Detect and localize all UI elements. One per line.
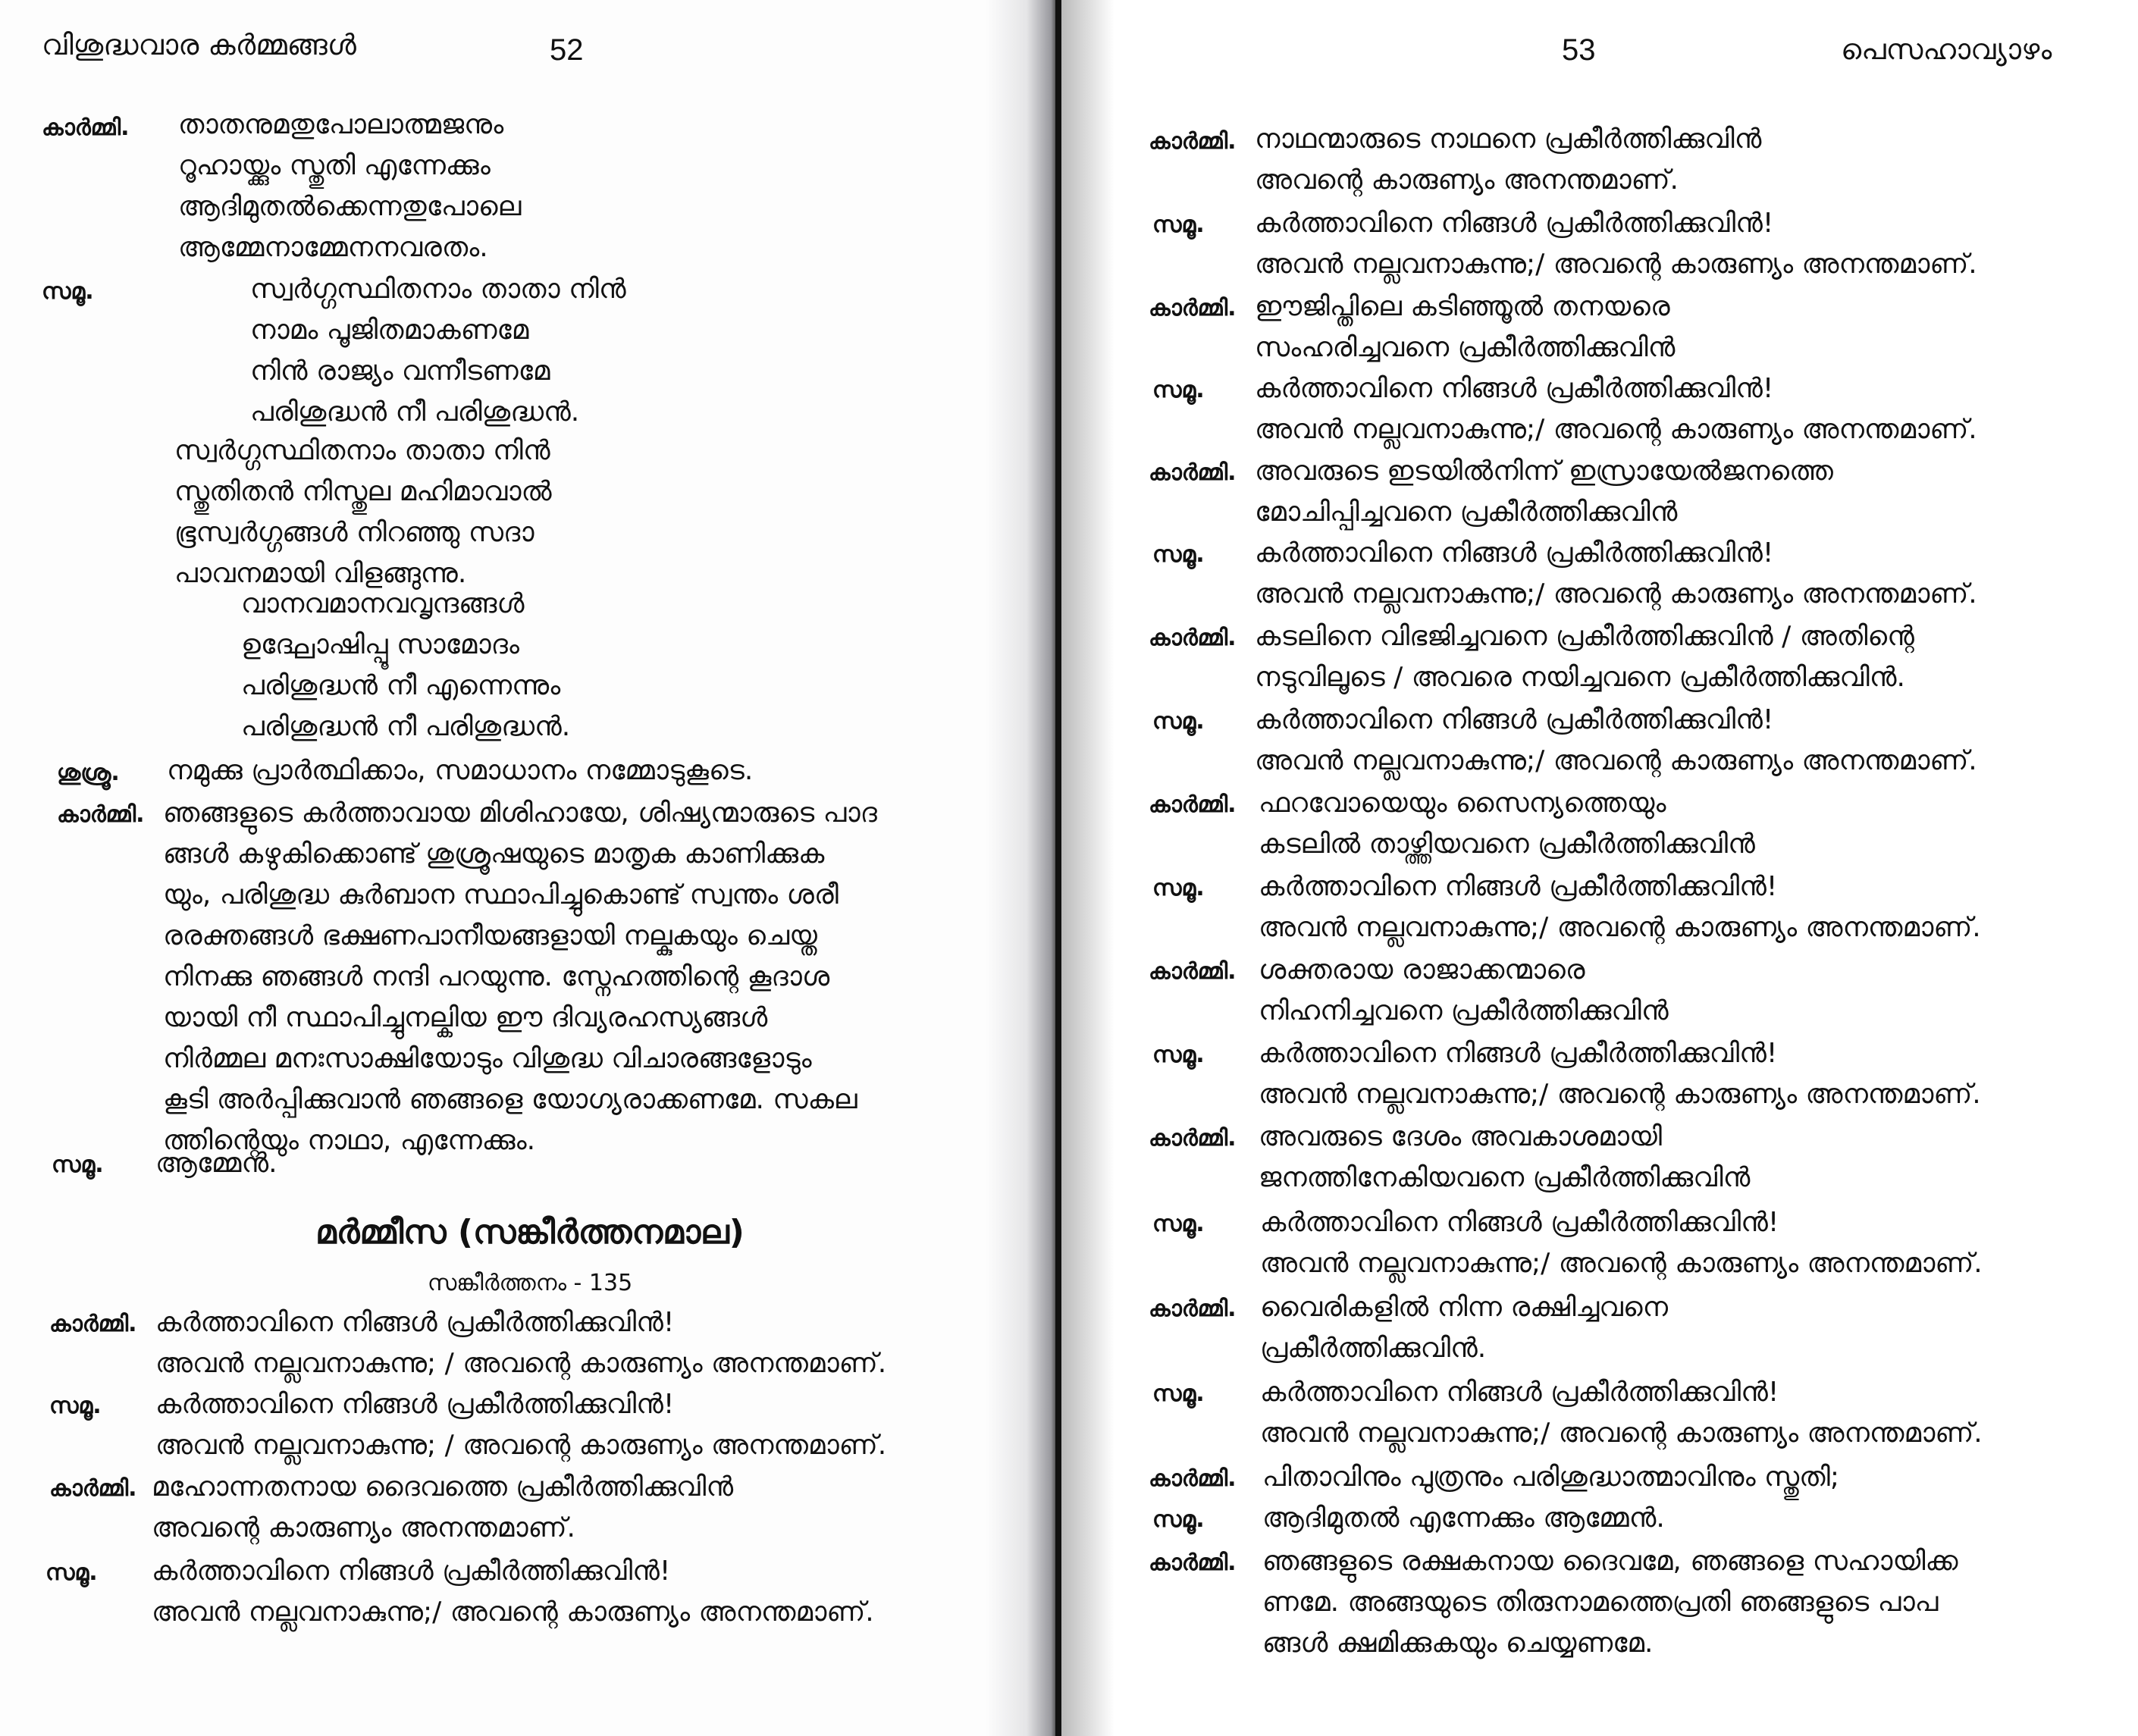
verse-block <box>1259 866 1981 948</box>
verse-line: അവൻ നല്ലവനാകുന്നു; / അവന്റെ കാരുണ്യം അനന്തമാണ്. <box>155 1430 887 1461</box>
verse-line: കടലിനെ വിഭജിച്ചവനെ പ്രകീർത്തിക്കുവിൻ / അതിന്റെ <box>1255 621 1914 652</box>
speaker-label: സമൂ. <box>1152 1380 1205 1407</box>
verse-line: കർത്താവിനെ നിങ്ങൾ പ്രകീർത്തിക്കുവിൻ! <box>152 1556 671 1587</box>
verse-line: പ്രകീർത്തിക്കുവിൻ. <box>1260 1333 1487 1364</box>
verse-line: ഉദ്ഘോഷിപ്പൂ സാമോദം <box>241 629 519 660</box>
verse-line: നിൻ രാജ്യം വന്നീടണമേ <box>250 356 550 387</box>
verse-line: പരിശുദ്ധൻ നീ എന്നെന്നും <box>241 670 561 701</box>
speaker-label: സമൂ. <box>49 1393 102 1419</box>
verse-line: വൈരികളിൽ നിന്ന രക്ഷിച്ചവനെ <box>1260 1292 1669 1323</box>
verse-line: നാമം പൂജിതമാകണമേ <box>250 315 529 346</box>
verse-block <box>250 269 626 433</box>
verse-block <box>1260 1202 1983 1284</box>
prayer-paragraph <box>163 793 877 1161</box>
verse-line: ഞങ്ങളുടെ കർത്താവായ മിശിഹായേ, ശിഷ്യന്മാരുടെ പാദ <box>163 797 877 829</box>
verse-line: മഹോന്നതനായ ദൈവത്തെ പ്രകീർത്തിക്കുവിൻ <box>152 1471 734 1503</box>
verse-line: നിർമ്മല മനഃസാക്ഷിയോടും വിശുദ്ധ വിചാരങ്ങളോടും <box>163 1043 812 1074</box>
speaker-label: സമൂ. <box>45 1559 98 1586</box>
verse-block <box>167 750 753 791</box>
speaker-label: സമൂ. <box>52 1152 104 1178</box>
right-running-head: പെസഹാവ്യാഴം <box>1841 33 2052 66</box>
speaker-label: സമൂ. <box>1152 1506 1205 1533</box>
verse-block <box>1260 1287 1668 1369</box>
verse-line: പരിശുദ്ധൻ നീ പരിശുദ്ധൻ. <box>250 396 580 428</box>
verse-block <box>1262 1498 1665 1539</box>
verse-line: ഞങ്ങളുടെ രക്ഷകനായ ദൈവമേ, ഞങ്ങളെ സഹായിക്ക <box>1262 1546 1958 1577</box>
speaker-label: കാർമ്മി. <box>49 1475 137 1502</box>
verse-block <box>152 1467 733 1549</box>
verse-block <box>1255 119 1761 201</box>
verse-line: കർത്താവിനെ നിങ്ങൾ പ്രകീർത്തിക്കുവിൻ! <box>1259 871 1778 902</box>
verse-line: ആദിമുതൽക്കെന്നതുപോലെ <box>178 191 522 222</box>
verse-block <box>152 1551 874 1633</box>
verse-line: കർത്താവിനെ നിങ്ങൾ പ്രകീർത്തിക്കുവിൻ! <box>1260 1207 1779 1238</box>
verse-line: ത്തിന്റെയും നാഥാ, എന്നേക്കും. <box>163 1125 536 1156</box>
verse-line: അവൻ നല്ലവനാകുന്നു;/ അവന്റെ കാരുണ്യം അനന്തമാണ്. <box>1260 1418 1983 1449</box>
verse-line: അവൻ നല്ലവനാകുന്നു;/ അവന്റെ കാരുണ്യം അനന്തമാണ്. <box>1255 249 1977 280</box>
left-page-number: 52 <box>550 33 584 67</box>
verse-line: യായി നീ സ്ഥാപിച്ചുനല്കിയ ഈ ദിവ്യരഹസ്യങ്ങൾ <box>163 1002 768 1033</box>
verse-block <box>178 105 521 268</box>
verse-block <box>1259 783 1755 865</box>
verse-block <box>1255 616 1914 698</box>
speaker-label: കാർമ്മി. <box>49 1311 137 1337</box>
verse-line: നിനക്കു ഞങ്ങൾ നന്ദി പറയുന്നു. സ്നേഹത്തിന്റെ കൂദാശ <box>163 961 830 992</box>
verse-line: അവൻ നല്ലവനാകുന്നു;/ അവന്റെ കാരുണ്യം അനന്തമാണ്. <box>1260 1248 1983 1279</box>
verse-block <box>1259 950 1669 1032</box>
verse-line: രരക്തങ്ങൾ ഭക്ഷണപാനീയങ്ങളായി നല്കുകയും ചെയ്ത <box>163 920 817 951</box>
speaker-label: കാർമ്മി. <box>1149 459 1237 486</box>
verse-line: സ്വർഗ്ഗസ്ഥിതനാം താതാ നിൻ <box>250 274 626 305</box>
section-subheading: സങ്കീർത്തനം - 135 <box>427 1270 633 1296</box>
speaker-label: കാർമ്മി. <box>57 801 145 828</box>
speaker-label: സമൂ. <box>1152 708 1205 735</box>
speaker-label: സമൂ. <box>1152 1042 1205 1068</box>
verse-line: അവൻ നല്ലവനാകുന്നു;/ അവന്റെ കാരുണ്യം അനന്തമാണ്. <box>1259 912 1981 943</box>
speaker-label: കാർമ്മി. <box>1149 791 1237 818</box>
verse-block <box>1255 287 1675 368</box>
verse-block <box>1255 700 1977 782</box>
verse-line: കടലിൽ താഴ്ത്തിയവനെ പ്രകീർത്തിക്കുവിൻ <box>1259 829 1755 860</box>
verse-block <box>1260 1372 1983 1454</box>
verse-block <box>1255 203 1977 285</box>
verse-block <box>1255 368 1977 450</box>
verse-block <box>1255 533 1977 615</box>
verse-block <box>1255 451 1833 533</box>
speaker-label: കാർമ്മി. <box>1149 1465 1237 1492</box>
verse-line: കൂടി അർപ്പിക്കുവാൻ ഞങ്ങളെ യോഗ്യരാക്കണമേ. സകല <box>163 1084 857 1115</box>
speaker-label: സമൂ. <box>1152 875 1205 901</box>
speaker-label: സമൂ. <box>1152 377 1205 403</box>
speaker-label: സമൂ. <box>1152 1211 1205 1237</box>
verse-line: അവൻ നല്ലവനാകുന്നു;/ അവന്റെ കാരുണ്യം അനന്തമാണ്. <box>1255 745 1977 776</box>
speaker-label: കാർമ്മി. <box>1149 625 1237 651</box>
speaker-label: കാർമ്മി. <box>1149 295 1237 321</box>
speaker-label: കാർമ്മി. <box>1149 958 1237 985</box>
verse-line: ങ്ങൾ കഴുകിക്കൊണ്ട് ശുശ്രൂഷയുടെ മാതൃക കാണിക്കുക <box>163 838 825 870</box>
verse-line: സ്വർഗ്ഗസ്ഥിതനാം താതാ നിൻ <box>174 435 550 466</box>
prayer-paragraph <box>1262 1541 1958 1664</box>
verse-line: സ്തുതിതൻ നിസ്തുല മഹിമാവാൽ <box>174 476 552 507</box>
verse-line: വാനവമാനവവൃന്ദങ്ങൾ <box>241 588 525 619</box>
verse-line: സംഹരിച്ചവനെ പ്രകീർത്തിക്കുവിൻ <box>1255 332 1676 363</box>
verse-line: പിതാവിനും പുത്രനും പരിശുദ്ധാത്മാവിനും സ്തുതി; <box>1262 1462 1840 1493</box>
speaker-label: സമൂ. <box>42 278 94 305</box>
verse-line: ഭൂസ്വർഗ്ഗങ്ങൾ നിറഞ്ഞു സദാ <box>174 517 534 548</box>
verse-line: കർത്താവിനെ നിങ്ങൾ പ്രകീർത്തിക്കുവിൻ! <box>1255 704 1774 735</box>
speaker-label: ശുശ്രൂ. <box>57 760 120 786</box>
right-page-number: 53 <box>1562 33 1596 67</box>
verse-line: കർത്താവിനെ നിങ്ങൾ പ്രകീർത്തിക്കുവിൻ! <box>155 1307 675 1338</box>
verse-line: അവരുടെ ദേശം അവകാശമായി <box>1259 1121 1663 1152</box>
speaker-label: കാർമ്മി. <box>1149 1296 1237 1322</box>
verse-line: ഈജിപ്തിലെ കടിഞ്ഞൂൽ തനയരെ <box>1255 291 1670 322</box>
verse-line: നമുക്കു പ്രാർത്ഥിക്കാം, സമാധാനം നമ്മോടുകൂടെ. <box>167 755 754 786</box>
verse-line: മോചിപ്പിച്ചവനെ പ്രകീർത്തിക്കുവിൻ <box>1255 497 1678 528</box>
verse-line: ങ്ങൾ ക്ഷമിക്കുകയും ചെയ്യണമേ. <box>1262 1628 1654 1659</box>
verse-block <box>174 431 552 594</box>
verse-line: കർത്താവിനെ നിങ്ങൾ പ്രകീർത്തിക്കുവിൻ! <box>1255 537 1774 569</box>
verse-line: അവരുടെ ഇടയിൽനിന്ന് ഇസ്രായേൽജനത്തെ <box>1255 456 1833 487</box>
verse-block <box>155 1302 886 1384</box>
section-heading: മർമ്മീസ (സങ്കീർത്തനമാല) <box>315 1213 745 1252</box>
verse-block <box>1262 1457 1839 1498</box>
verse-line: നടുവിലൂടെ / അവരെ നയിച്ചവനെ പ്രകീർത്തിക്കുവിൻ. <box>1255 662 1905 693</box>
verse-line: കർത്താവിനെ നിങ്ങൾ പ്രകീർത്തിക്കുവിൻ! <box>1259 1038 1778 1069</box>
page-gutter-shadow <box>986 0 1060 1736</box>
speaker-label: സമൂ. <box>1152 541 1205 568</box>
verse-line: അവൻ നല്ലവനാകുന്നു;/ അവന്റെ കാരുണ്യം അനന്തമാണ്. <box>1255 414 1977 445</box>
verse-line: ജനത്തിനേകിയവനെ പ്രകീർത്തിക്കുവിൻ <box>1259 1162 1751 1193</box>
verse-line: ആദിമുതൽ എന്നേക്കും ആമ്മേൻ. <box>1262 1503 1665 1534</box>
verse-line: ഫറവോയെയും സൈന്യത്തെയും <box>1259 788 1666 819</box>
speaker-label: കാർമ്മി. <box>42 114 130 141</box>
verse-line: താതനുമതുപോലാത്മജനും <box>178 109 504 140</box>
verse-line: അവന്റെ കാരുണ്യം അനന്തമാണ്. <box>1255 165 1679 196</box>
speaker-label: കാർമ്മി. <box>1149 1550 1237 1576</box>
verse-line: അവൻ നല്ലവനാകുന്നു;/ അവന്റെ കാരുണ്യം അനന്തമാണ്. <box>152 1597 874 1628</box>
left-running-head: വിശുദ്ധവാര കർമ്മങ്ങൾ <box>42 28 356 61</box>
speaker-label: കാർമ്മി. <box>1149 128 1237 155</box>
verse-line: പാവനമായി വിളങ്ങുന്നു. <box>174 558 467 589</box>
verse-line: അവന്റെ കാരുണ്യം അനന്തമാണ്. <box>152 1512 575 1543</box>
verse-block <box>155 1384 886 1466</box>
verse-block <box>1259 1033 1981 1115</box>
speaker-label: സമൂ. <box>1152 212 1205 238</box>
verse-block <box>1259 1117 1750 1199</box>
verse-line: കർത്താവിനെ നിങ്ങൾ പ്രകീർത്തിക്കുവിൻ! <box>155 1389 675 1420</box>
verse-line: റൂഹായ്ക്കും സ്തുതി എന്നേക്കും <box>178 150 491 181</box>
verse-line: നാഥന്മാരുടെ നാഥനെ പ്രകീർത്തിക്കുവിൻ <box>1255 124 1762 155</box>
verse-line: ണമേ. അങ്ങയുടെ തിരുനാമത്തെപ്രതി ഞങ്ങളുടെ പാപ <box>1262 1587 1939 1618</box>
verse-line: കർത്താവിനെ നിങ്ങൾ പ്രകീർത്തിക്കുവിൻ! <box>1255 373 1774 404</box>
verse-line: ആമ്മേൻ. <box>155 1148 277 1179</box>
verse-line: അവൻ നല്ലവനാകുന്നു; / അവന്റെ കാരുണ്യം അനന്തമാണ്. <box>155 1348 887 1379</box>
verse-block <box>241 584 570 747</box>
verse-line: പരിശുദ്ധൻ നീ പരിശുദ്ധൻ. <box>241 711 571 742</box>
verse-line: ശക്തരായ രാജാക്കന്മാരെ <box>1259 954 1585 986</box>
verse-line: നിഹനിച്ചവനെ പ്രകീർത്തിക്കുവിൻ <box>1259 995 1669 1026</box>
speaker-label: കാർമ്മി. <box>1149 1125 1237 1152</box>
verse-line: അവൻ നല്ലവനാകുന്നു;/ അവന്റെ കാരുണ്യം അനന്തമാണ്. <box>1255 578 1977 609</box>
verse-line: കർത്താവിനെ നിങ്ങൾ പ്രകീർത്തിക്കുവിൻ! <box>1260 1377 1779 1408</box>
left-page <box>0 0 1060 1736</box>
verse-line: കർത്താവിനെ നിങ്ങൾ പ്രകീർത്തിക്കുവിൻ! <box>1255 208 1774 239</box>
verse-line: യും, പരിശുദ്ധ കുർബാന സ്ഥാപിച്ചുകൊണ്ട് സ്വന്തം ശരീ <box>163 879 839 910</box>
verse-line: അവൻ നല്ലവനാകുന്നു;/ അവന്റെ കാരുണ്യം അനന്തമാണ്. <box>1259 1079 1981 1110</box>
verse-line: ആമ്മേനാമ്മേനനവരതം. <box>178 232 488 263</box>
verse-block <box>155 1143 277 1184</box>
